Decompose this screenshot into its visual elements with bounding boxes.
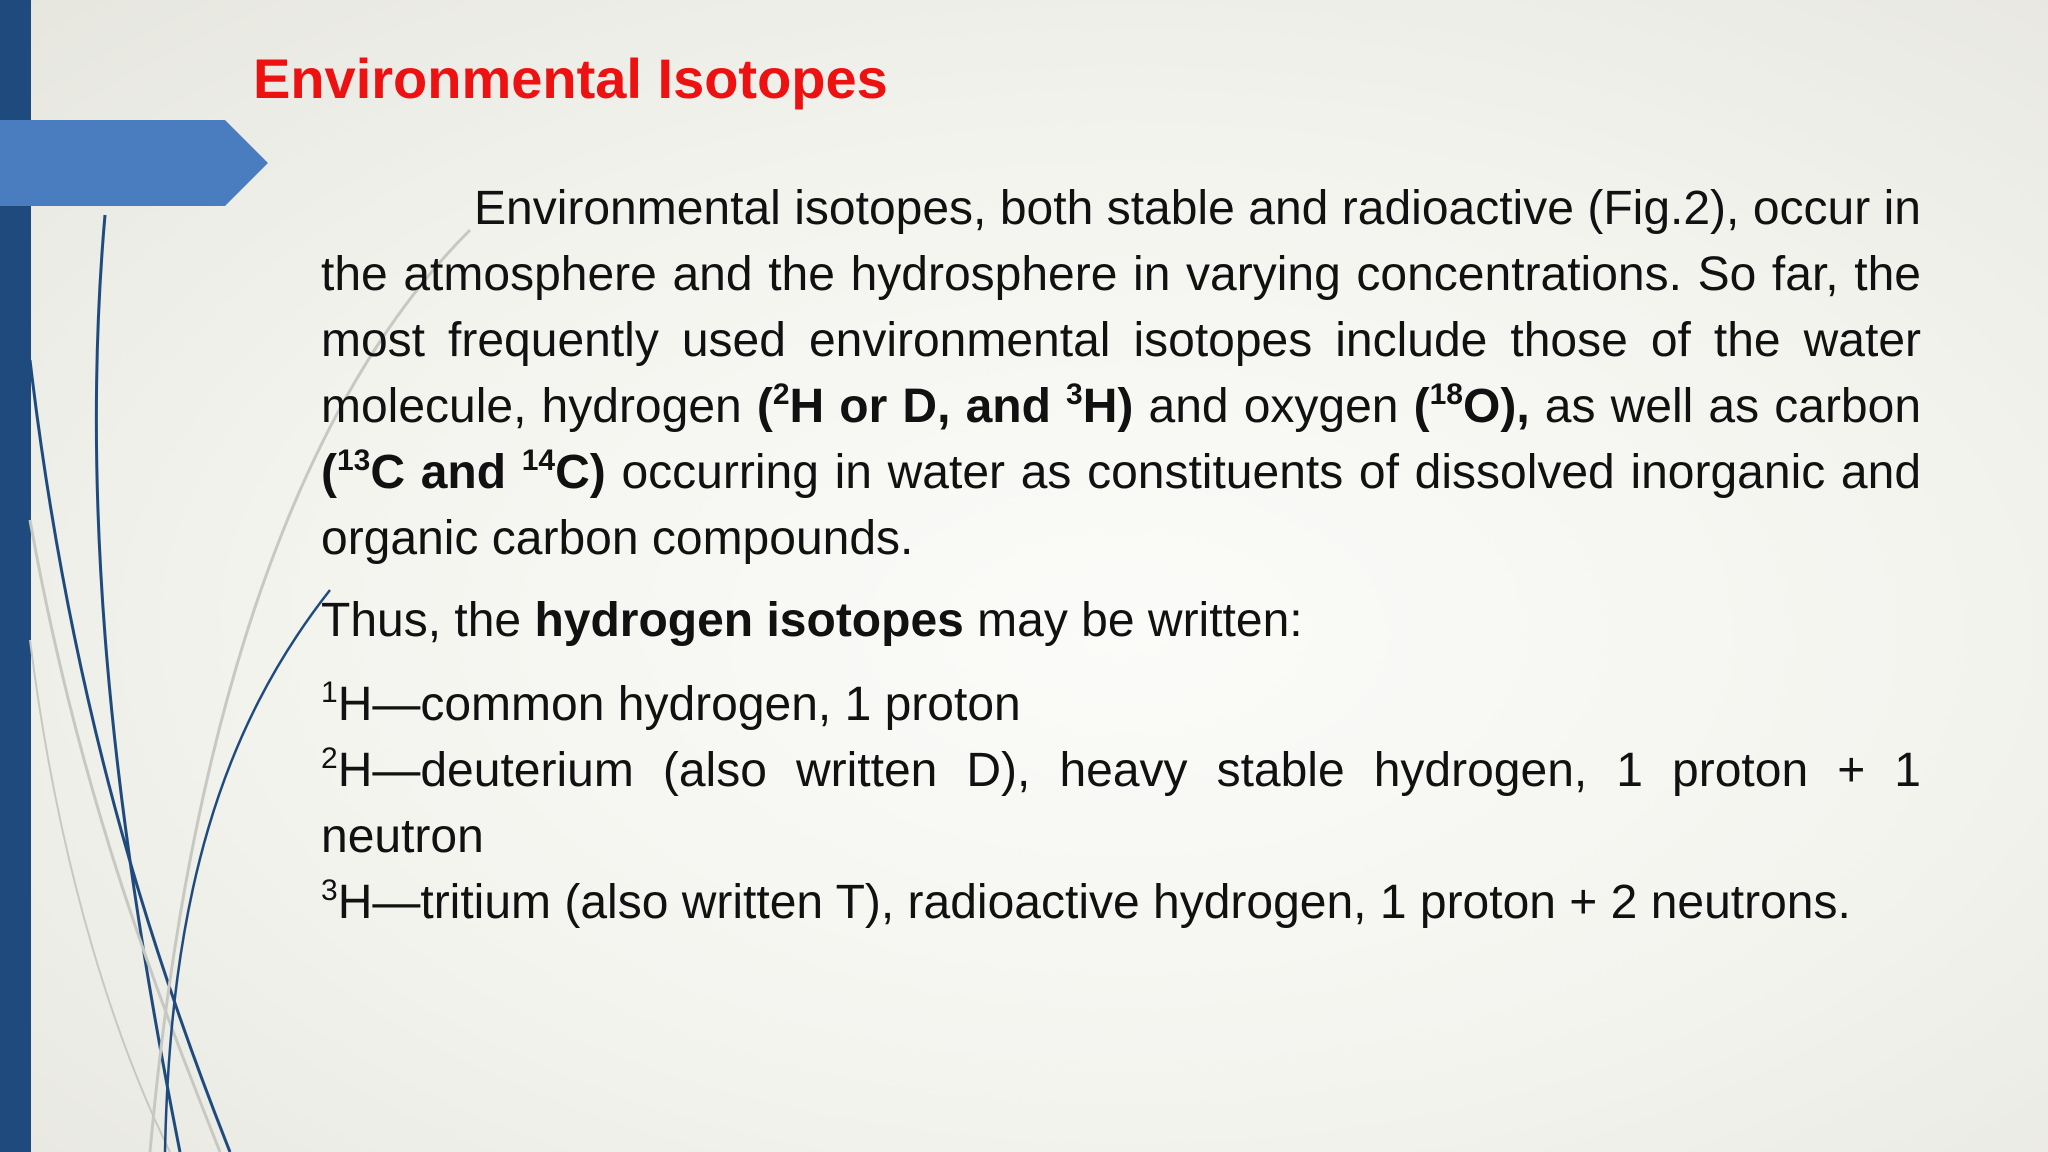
slide-content <box>321 176 1921 936</box>
superscript-3: 3 <box>1066 378 1083 411</box>
isotope-list <box>321 672 1921 936</box>
thus-text: may be written: <box>963 594 1303 647</box>
superscript-14: 14 <box>521 444 556 477</box>
isotope-item-3h <box>321 870 1921 936</box>
carbon-isotopes-bold <box>321 446 606 499</box>
intro-paragraph <box>321 176 1921 572</box>
paren: ( <box>1413 380 1430 433</box>
paragraph-text: as well as carbon <box>1529 380 1922 433</box>
bold-text: C) <box>555 446 606 499</box>
thus-bold-text: hydrogen isotopes <box>534 594 964 647</box>
isotope-description: H—deuterium (also written D), heavy stable hydrogen, 1 proton + 1 neutron <box>321 744 1921 863</box>
bold-text: H) <box>1082 380 1134 433</box>
isotope-item-2h <box>321 738 1921 870</box>
isotope-description: H—common hydrogen, 1 proton <box>337 678 1021 731</box>
superscript-13: 13 <box>336 444 371 477</box>
paragraph-text: Environmental isotopes, both stable and radioactive (Fig.2), occur in the atmosphere and the hydrosphere in varying concentrations. So far, the most frequently used environmental isotopes include those of the water molecule, hydrogen <box>321 182 1921 433</box>
hydrogen-isotopes-bold <box>757 380 1134 433</box>
paragraph-text: and oxygen <box>1133 380 1414 433</box>
superscript-2: 2 <box>772 378 790 411</box>
mass-number: 3 <box>321 874 338 907</box>
arrow-tab-shape <box>0 120 270 206</box>
paragraph-text: occurring in water as constituents of dissolved inorganic and organic carbon compounds. <box>321 446 1922 565</box>
mass-number: 2 <box>321 742 338 775</box>
bold-text: H or D, and <box>789 380 1067 433</box>
isotope-item-1h <box>321 672 1921 738</box>
thus-text: Thus, the <box>321 594 535 647</box>
paren: ( <box>756 380 773 433</box>
isotope-description: H—tritium (also written T), radioactive hydrogen, 1 proton + 2 neutrons. <box>337 876 1851 929</box>
bold-text: C and <box>370 446 522 499</box>
thus-line <box>321 588 1921 654</box>
bold-text: O), <box>1463 380 1530 433</box>
slide-title: Environmental Isotopes <box>253 47 888 110</box>
oxygen-isotope-bold <box>1414 380 1530 433</box>
paren: ( <box>321 446 337 499</box>
mass-number: 1 <box>321 676 338 709</box>
superscript-18: 18 <box>1429 378 1463 411</box>
